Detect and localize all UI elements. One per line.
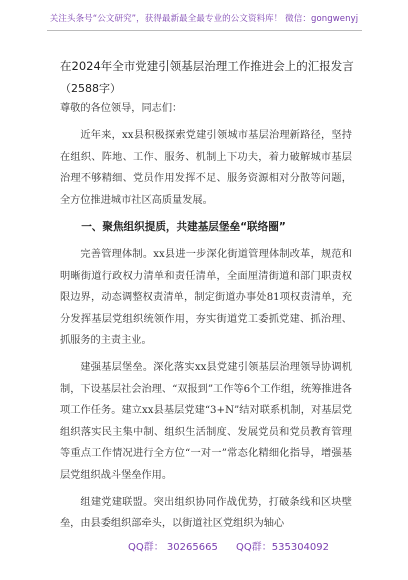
- section-heading-1: 一、聚焦组织提质，共建基层堡垒“联络圈”: [81, 221, 286, 234]
- header-watermark-note: 关注头条号“公文研究”，获得最新最全最专业的公文资料库！ 微信：gongwenyj: [49, 14, 359, 24]
- footer-qq-group-2: QQ群：535304092: [236, 542, 330, 553]
- salutation: 尊敬的各位领导，同志们：: [60, 103, 183, 114]
- footer-qq-group-1: QQ群： 30265665: [128, 542, 218, 553]
- document-body: [60, 98, 352, 535]
- paragraph-party-alliance: 组建党建联盟。突出组织协同作战优势，打破条线和区块壁垒，由县委组织部牵头，以街道社区党组织为轴心: [60, 496, 352, 530]
- paragraph-management-system: 完善管理体制。xx县进一步深化街道管理体制改革，规范和明晰街道行政权力清单和责任清单，全面厘清街道和部门职责权限边界，动态调整权责清单，制定街道办事处81项权责清单，充分发挥基层党组织统领作用，夯实街道党工委抓党建、抓治理、抓服务的主责主业。: [60, 249, 352, 347]
- document-title: 在2024年全市党建引领基层治理工作推进会上的汇报发言: [60, 59, 354, 73]
- intro-paragraph: 近年来，xx县积极探索党建引领城市基层治理新路径，坚持在组织、阵地、工作、服务、机制上下功夫，着力破解城市基层治理不够精细、党员作用发挥不足、服务资源相对分散等问题，全方位推进城市社区高质量发展。: [60, 130, 352, 206]
- word-count: （2588字）: [60, 82, 121, 95]
- paragraph-grassroots-fortress: 建强基层堡垒。深化落实xx县党建引领基层治理领导协调机制，下设基层社会治理、“双报到”工作等6个工作组，统筹推进各项工作任务。建立xx县基层党建“3+N”结对联系机制，对基层党组织落实民主集中制、组织生活制度、发展党员和党员教育管理等重点工作情况进行全方位“一对一”常态化精细化指导，增强基层党组织战斗堡垒作用。: [60, 362, 352, 481]
- header-divider: [47, 30, 362, 31]
